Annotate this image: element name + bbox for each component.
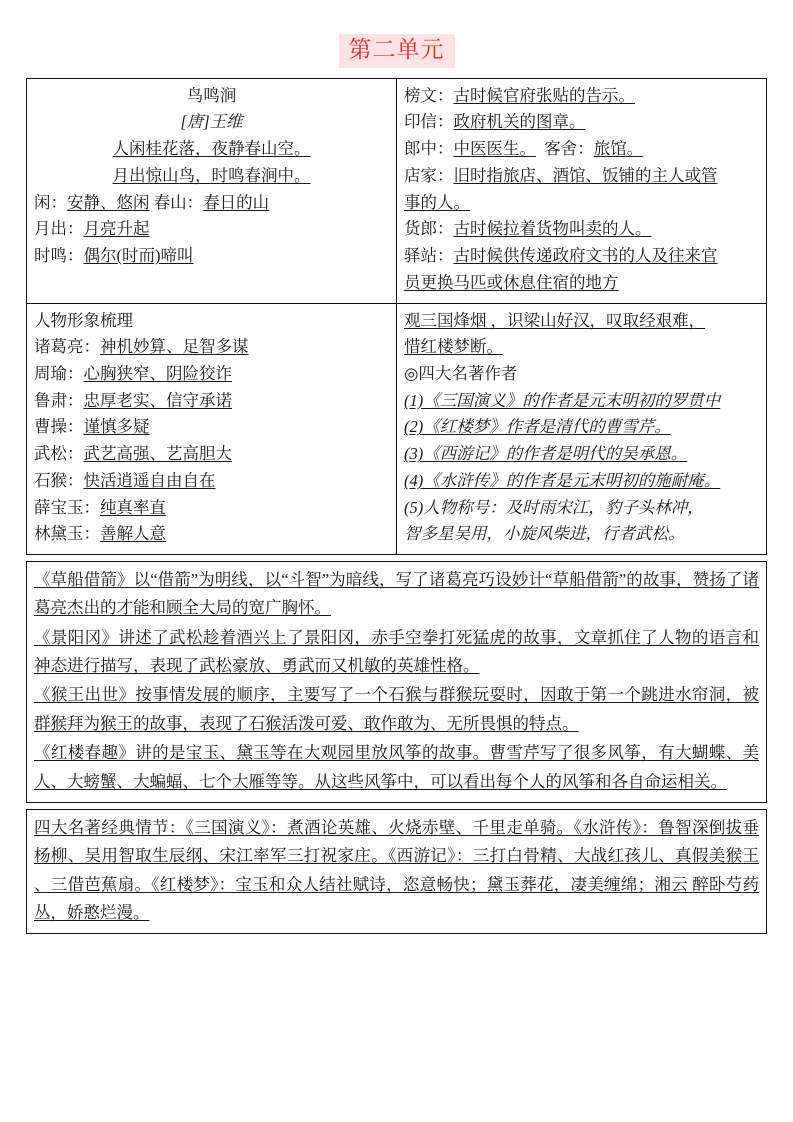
term-def: 古时候拉着货物叫卖的人。 — [453, 219, 652, 239]
note-def: 安静、悠闲 — [67, 192, 150, 212]
term-def: 古时候官府张贴的告示。 — [453, 85, 635, 105]
character-desc: 善解人意 — [100, 524, 166, 544]
table-row — [27, 561, 767, 802]
term-def-2: 旅馆。 — [593, 139, 644, 159]
term-def-cont: 事的人。 — [404, 192, 470, 212]
page-title-wrapper — [26, 34, 767, 68]
character-entry — [34, 521, 389, 548]
term-def: 旧时指旅店、酒馆、饭铺的主人或管 — [453, 165, 718, 185]
note-term: 闲： — [34, 192, 67, 212]
character-desc: 心胸狭窄、阴险狡诈 — [83, 363, 232, 383]
term-label: 印信： — [404, 112, 454, 132]
character-entry — [34, 334, 389, 361]
term-label-2: 客舍： — [544, 139, 594, 159]
poem-author: [唐]王维 — [180, 112, 243, 132]
vocabulary-table — [26, 78, 767, 555]
poem-title: 鸟鸣涧 — [186, 85, 237, 105]
term-entry — [404, 216, 759, 243]
term-def: 中医医生。 — [453, 139, 536, 159]
character-desc: 谨慎多疑 — [83, 417, 150, 437]
character-desc: 神机妙算、足智多谋 — [100, 337, 249, 357]
note-def: 偶尔(时而)啼叫 — [83, 246, 194, 266]
page-title: 第二单元 — [339, 34, 455, 68]
intro-line-2 — [404, 334, 759, 361]
note-def-2: 春日的山 — [203, 192, 270, 212]
author-item: (1)《三国演义》的作者是元末明初的罗贯中 — [404, 390, 721, 410]
author-item: (2)《红楼梦》作者是清代的曹雪芹。 — [404, 417, 671, 437]
author-item: (3)《西游记》的作者是明代的吴承恩。 — [404, 444, 688, 464]
character-desc: 纯真率直 — [100, 497, 166, 517]
character-entry — [34, 414, 389, 441]
classic-plots-cell — [27, 809, 767, 934]
terms-cell — [397, 78, 767, 303]
character-name: 石猴： — [34, 470, 84, 490]
table-row — [27, 809, 767, 934]
term-label: 驿站： — [404, 246, 454, 266]
character-entry — [34, 441, 389, 468]
intro-text: 观三国烽烟 ，识梁山好汉，叹取经艰难， — [404, 310, 706, 330]
poem-note-1 — [34, 190, 389, 217]
term-def: 古时候供传递政府文书的人及往来官 — [453, 246, 718, 266]
poem-note-3 — [34, 243, 389, 270]
character-name: 诸葛亮： — [34, 337, 100, 357]
character-entry — [34, 468, 389, 495]
term-entry — [404, 109, 759, 136]
term-label: 货郎： — [404, 219, 454, 239]
term-def-cont: 员更换马匹或休息住宿的地方 — [404, 272, 619, 292]
table-row — [27, 78, 767, 303]
authors-section-title: ◎四大名著作者 — [404, 363, 518, 383]
note-def: 月亮升起 — [83, 219, 150, 239]
summary-paragraph: 《猴王出世》按事情发展的顺序，主要写了一个石猴与群猴玩耍时，因敢于第一个跳进水帘洞，被群猴拜为猴王的故事，表现了石猴活泼可爱、敢作敢为、无所畏惧的特点。 — [34, 685, 759, 733]
intro-text: 惜红楼梦断。 — [404, 337, 503, 357]
story-summary-table — [26, 561, 767, 803]
term-label: 榜文： — [404, 85, 454, 105]
term-entry — [404, 136, 759, 163]
note-term-2: 春山： — [153, 192, 204, 212]
author-item: (4)《水浒传》的作者是元末明初的施耐庵。 — [404, 470, 721, 490]
summary-paragraph: 《草船借箭》以“借箭”为明线，以“斗智”为暗线，写了诸葛亮巧设妙计“草船借箭”的故事，赞扬了诸葛亮杰出的才能和顾全大局的宽广胸怀。 — [34, 569, 759, 618]
note-term: 时鸣： — [34, 246, 84, 266]
character-entry — [34, 361, 389, 388]
character-name: 武松： — [34, 444, 84, 464]
character-desc: 快活逍遥自由自在 — [83, 470, 216, 490]
character-name: 周瑜： — [34, 363, 84, 383]
summary-paragraph: 《红楼春趣》讲的是宝玉、黛玉等在大观园里放风筝的故事。曹雪芹写了很多风筝，有大蝴蝶、美人、大螃蟹、大蝙蝠、七个大雁等等。从这些风筝中，可以看出每个人的风筝和各自命运相关。 — [34, 743, 759, 791]
poem-line-2: 月出惊山鸟，时鸣春涧中。 — [112, 165, 311, 185]
characters-heading: 人物形象梳理 — [34, 310, 133, 330]
character-name: 曹操： — [34, 417, 84, 437]
poem-note-2 — [34, 216, 389, 243]
classic-plots-text: 四大名著经典情节：《三国演义》：煮酒论英雄、火烧赤壁、千里走单骑。《水浒传》：鲁智深倒拔垂杨柳、吴用智取生辰纲、宋江率军三打祝家庄。《西游记》：三打白骨精、大战红孩儿、真假美猴王 、三借芭蕉扇。《红楼梦》：宝玉和众人结社赋诗，恣意畅快；黛玉葬花，凄美缠绵；湘云 醉卧芍药丛，娇憨烂漫。 — [34, 817, 759, 923]
character-desc: 武艺高强、艺高胆大 — [83, 444, 232, 464]
author-item: (5)人物称号：及时雨宋江，豹子头林冲， — [404, 497, 704, 517]
classic-plots-table — [26, 809, 767, 935]
term-entry — [404, 163, 759, 190]
story-summary-cell — [27, 561, 767, 802]
note-term: 月出： — [34, 219, 84, 239]
term-label: 郎中： — [404, 139, 454, 159]
character-name: 鲁肃： — [34, 390, 84, 410]
term-entry — [404, 243, 759, 270]
term-label: 店家： — [404, 165, 454, 185]
author-item: 智多星吴用，小旋风柴进，行者武松。 — [404, 524, 685, 544]
term-entry — [404, 83, 759, 110]
poem-cell — [27, 78, 397, 303]
character-desc: 忠厚老实、信守承诺 — [83, 390, 232, 410]
character-entry — [34, 495, 389, 522]
poem-line-1: 人闲桂花落，夜静春山空。 — [112, 139, 311, 159]
character-name: 林黛玉： — [34, 524, 100, 544]
term-def: 政府机关的图章。 — [453, 112, 586, 132]
characters-cell — [27, 303, 397, 554]
intro-line-1 — [404, 308, 759, 335]
table-row — [27, 303, 767, 554]
summary-paragraph: 《景阳冈》讲述了武松趁着酒兴上了景阳冈，赤手空拳打死猛虎的故事，文章抓住了人物的语言和神态进行描写，表现了武松豪放、勇武而又机敏的英雄性格。 — [34, 627, 759, 676]
character-entry — [34, 388, 389, 415]
authors-cell — [397, 303, 767, 554]
character-name: 薛宝玉： — [34, 497, 100, 517]
